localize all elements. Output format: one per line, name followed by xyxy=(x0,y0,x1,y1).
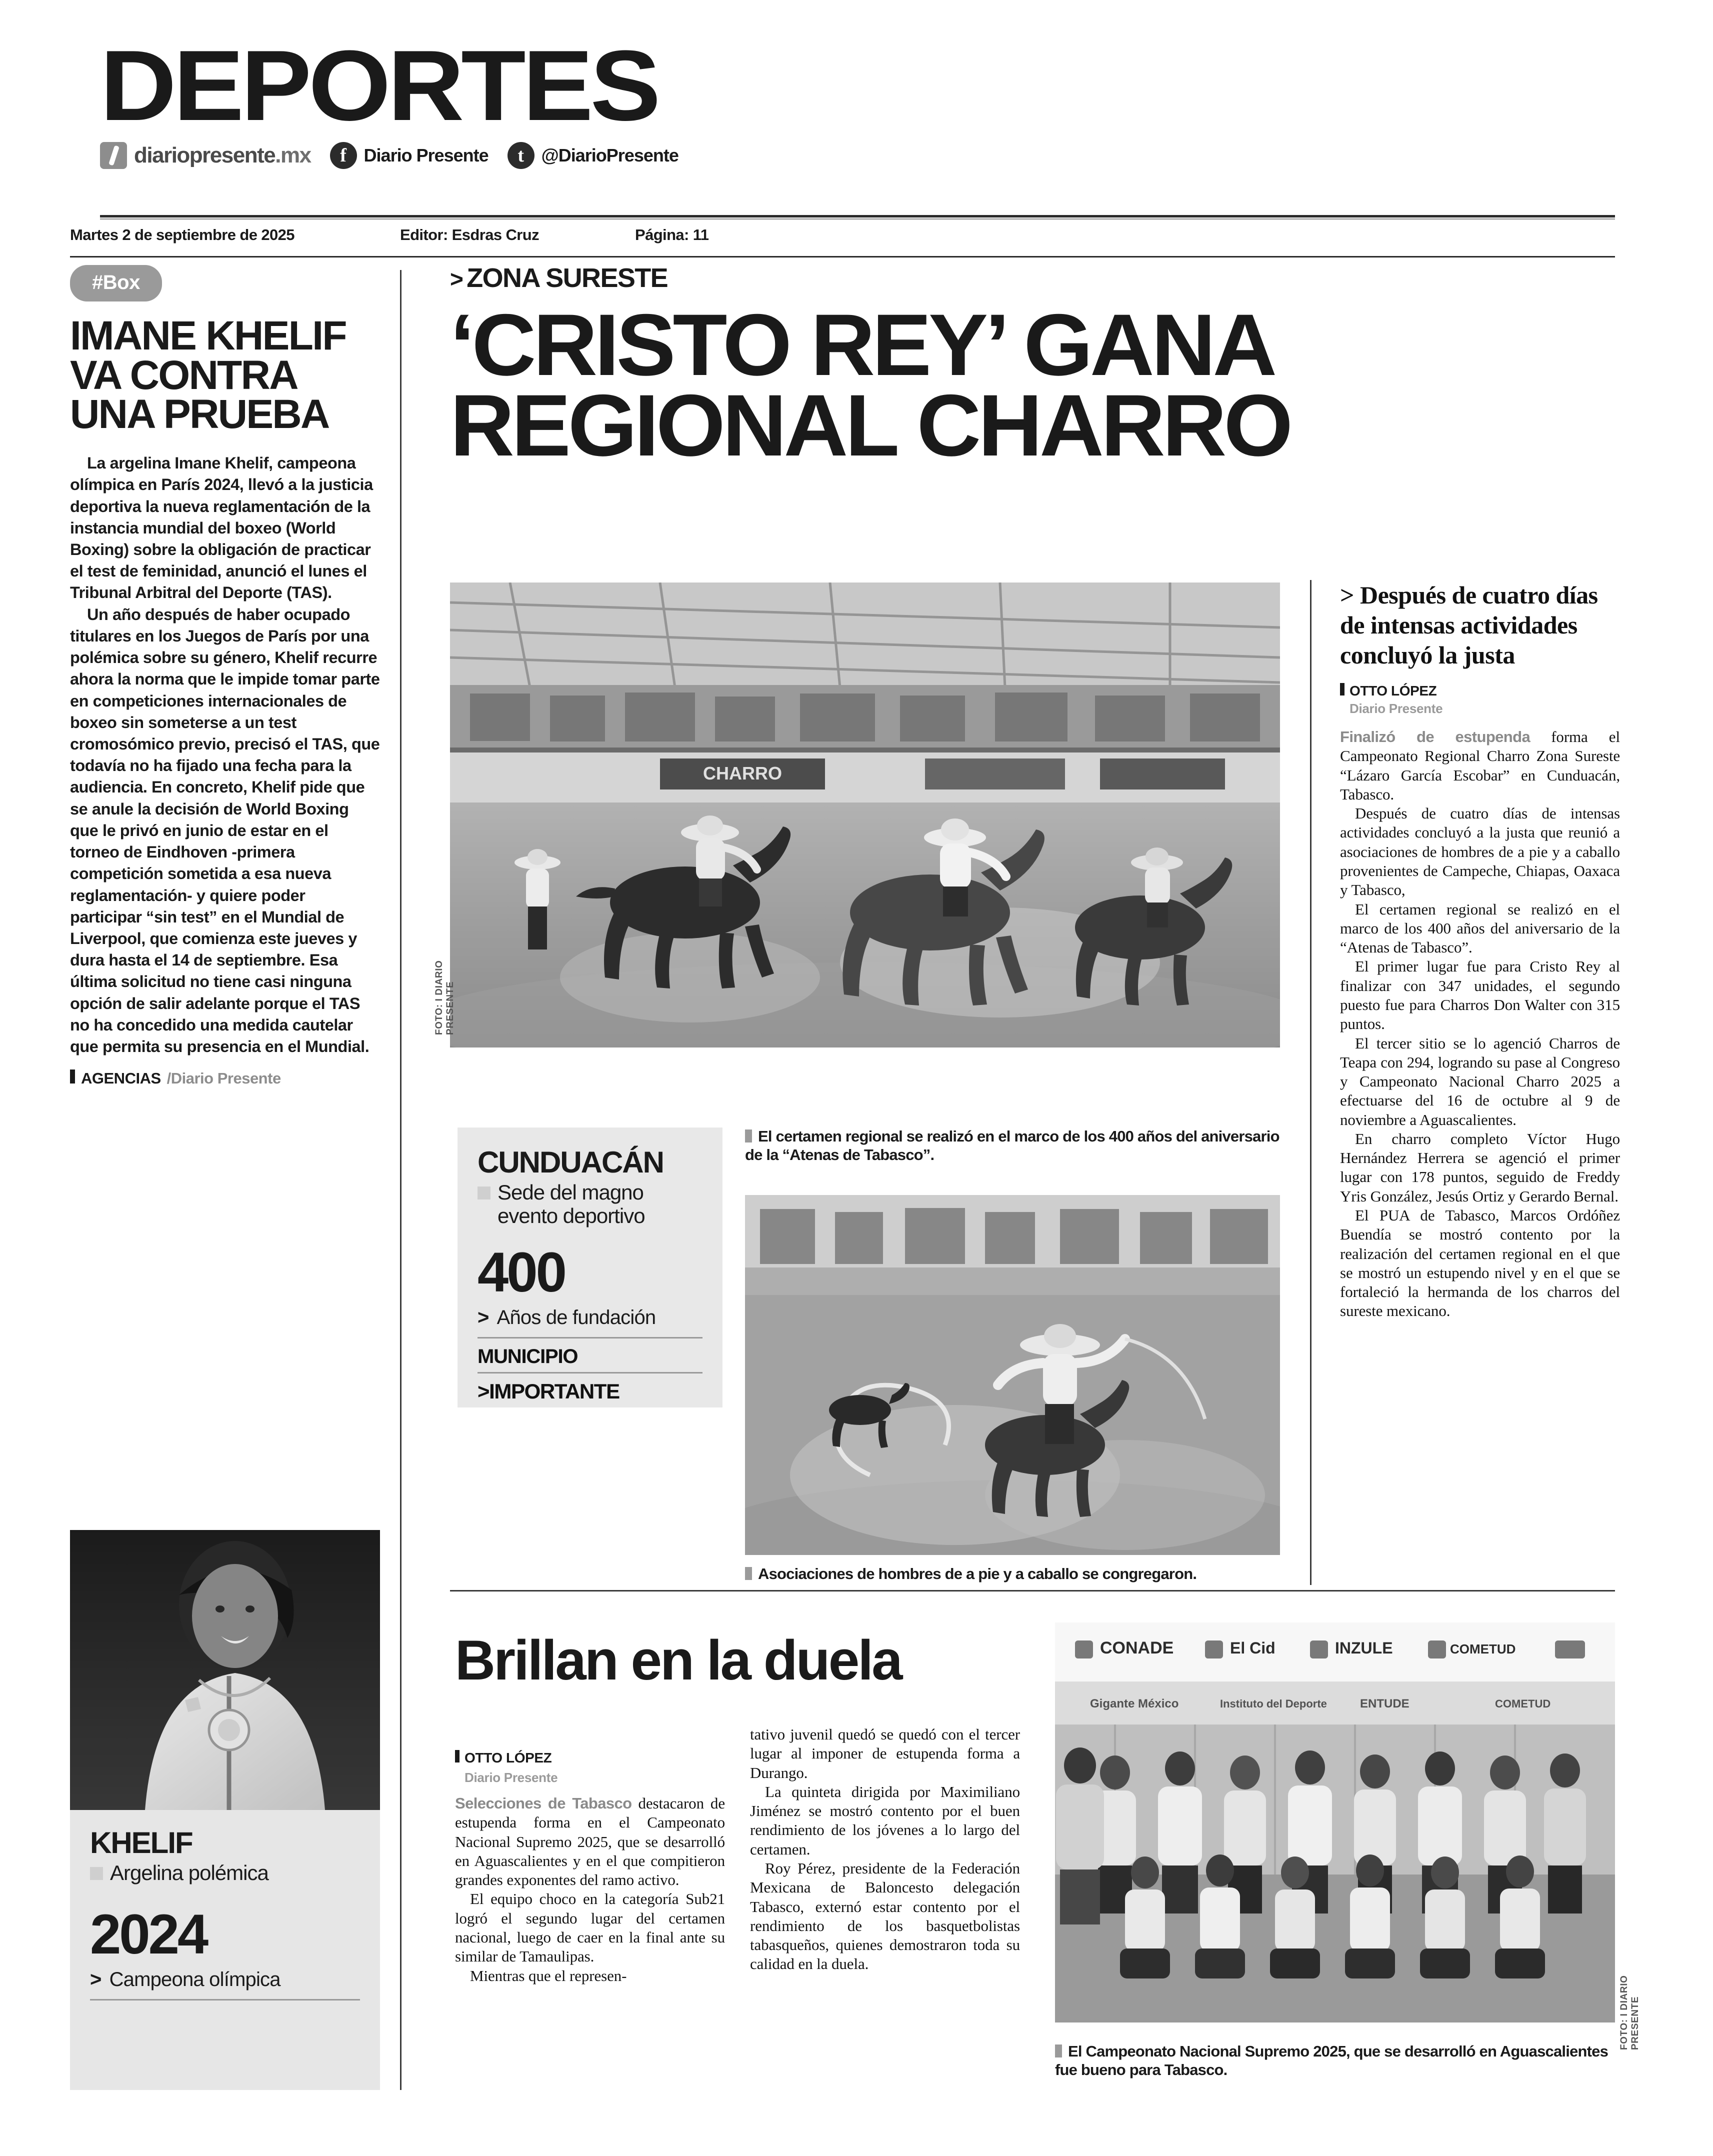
bottom-column-b xyxy=(750,1725,1020,1974)
main-paragraph-6: En charro completo Víctor Hugo Hernández Herrera se agenció el primer lugar con 178 puntos, seguido de Freddy Yris González, Jesús Ortiz y Gerardo Bernal. xyxy=(1340,1130,1620,1205)
svg-text:Gigante México: Gigante México xyxy=(1090,1697,1179,1710)
bottom-headline: Brillan en la duela xyxy=(455,1629,902,1692)
bottom-byline xyxy=(455,1750,552,1766)
masthead-rule-thin xyxy=(100,218,1615,220)
bottom-b-paragraph-1: tativo juvenil quedó se quedó con el tercer lugar al imponer de estupenda forma a Durango. xyxy=(750,1726,1020,1782)
charreria-photo-illustration xyxy=(450,582,1280,1048)
sidebar-infobox-subtitle: Argelina polémica xyxy=(110,1861,268,1884)
chevron-right-icon: > xyxy=(478,1306,489,1329)
sidebar-article xyxy=(70,265,380,1088)
charro-rope-photo-illustration xyxy=(745,1195,1280,1555)
chevron-right-icon: > xyxy=(478,1380,490,1404)
chevron-right-icon: > xyxy=(450,266,463,292)
sidebar-headline: IMANE KHELIF VA CONTRA UNA PRUEBA xyxy=(70,313,346,438)
photo1-credit: FOTO: I DIARIO PRESENTE xyxy=(434,960,456,1035)
sidebar-infobox-caption-row xyxy=(90,1968,360,1991)
main-deck-text: Después de cuatro días de intensas actividades concluyó la justa xyxy=(1340,581,1598,669)
cunduacan-caption-row xyxy=(478,1306,702,1329)
cunduacan-title: CUNDUACÁN xyxy=(478,1146,664,1179)
sidebar-byline-source: /Diario Presente xyxy=(166,1070,281,1088)
photo3-caption: El Campeonato Nacional Supremo 2025, que se desarrolló en Aguascalientes fue bueno para Tabasco. xyxy=(1055,2042,1608,2078)
photo2-caption-wrap xyxy=(745,1565,1280,1584)
sidebar-paragraph: Un año después de haber ocupado titulares en los Juegos de París por una polémica sobre su género, Khelif recurre ahora la norma que le impide tomar parte en competiciones internacionales de boxeo sin someterse a un test cromosómico previo, precisó el TAS, que todavía no ha fijado una fecha para la audiencia. En concreto, Khelif pide que se anule la decisión de World Boxing que le privó en junio de estar en el torneo de Eindhoven -primera competición sometida a esa nueva reglamentación- y quiere poder participar “sin test” en el Mundial de Liverpool, que comienza este jueves y dura hasta el 14 de septiembre. Esa última solicitud no tiene casi ninguna opción de salir adelante porque el TAS no ha concedido una medida cautelar que permita su presencia en el Mundial. xyxy=(70,605,380,1056)
twitter-icon: t xyxy=(508,142,534,169)
sidebar-infobox xyxy=(70,1810,380,2090)
chevron-right-icon: > xyxy=(1340,581,1354,609)
bottom-column-a xyxy=(455,1794,725,1986)
sidebar-infobox-caption: Campeona olímpica xyxy=(109,1968,280,1991)
main-byline-author: OTTO LÓPEZ xyxy=(1350,683,1437,698)
main-headline xyxy=(450,296,1638,474)
dateline xyxy=(70,226,1615,251)
main-paragraph-1-rest: forma el Campeonato Regional Charro Zona Sureste “Lázaro García Escobar” en Cunduacán, Tabasco. xyxy=(1340,728,1620,803)
bottom-body-lead: Selecciones de Tabasco xyxy=(455,1794,632,1812)
main-byline xyxy=(1340,683,1620,699)
svg-text:Instituto del Deporte: Instituto del Deporte xyxy=(1220,1698,1327,1710)
page-number: Página: 11 xyxy=(635,226,709,244)
main-deck xyxy=(1340,580,1620,670)
diario-presente-logo-icon xyxy=(100,142,127,169)
photo3-caption-wrap xyxy=(1055,2042,1615,2079)
svg-text:COMETUD: COMETUD xyxy=(1450,1642,1516,1656)
infobox-divider-2 xyxy=(478,1372,702,1374)
cunduacan-tagline-row xyxy=(478,1380,702,1404)
caption-bar-icon xyxy=(745,1567,752,1580)
basketball-team-photo xyxy=(1055,1622,1615,2022)
bottom-a-paragraph-2: El equipo choco en la categoría Sub21 logró el segundo lugar del certamen nacional, luego de caer en la final ante su similar de Tamaulipas. xyxy=(455,1890,725,1966)
column-divider-left xyxy=(400,270,402,2090)
sidebar-infobox-number: 2024 xyxy=(90,1903,207,1966)
publication-date: Martes 2 de septiembre de 2025 xyxy=(70,226,294,244)
sidebar-byline-author: AGENCIAS xyxy=(81,1070,161,1088)
svg-text:CHARRO: CHARRO xyxy=(703,763,782,784)
main-paragraph-7: El PUA de Tabasco, Marcos Ordóñez Buendía se mostró contento por la realización del certamen regional en el que se mostró un estupendo nivel y en el que se fortaleció la hermanda de los charros del sureste mexicano. xyxy=(1340,1206,1620,1320)
khelif-photo-illustration xyxy=(70,1530,380,1810)
facebook-link[interactable] xyxy=(330,142,488,169)
photo3-credit: FOTO: I DIARIO PRESENTE xyxy=(1619,1975,1640,2050)
caption-bar-icon xyxy=(1055,2044,1062,2058)
cunduacan-tagline: IMPORTANTE xyxy=(489,1380,620,1404)
main-headline-line1: ‘CRISTO REY’ GANA xyxy=(450,296,1274,394)
infobox-divider xyxy=(90,1999,360,2000)
byline-bar-icon xyxy=(1340,683,1344,696)
svg-text:CONADE: CONADE xyxy=(1100,1638,1174,1658)
facebook-label: Diario Presente xyxy=(364,145,488,166)
main-paragraph-2: Después de cuatro días de intensas actividades concluyó a la justa que reunió a asociaciones de hombres de a pie y a caballo provenientes de Campeche, Chiapas, Oaxaca y Tabasco, xyxy=(1340,804,1620,899)
square-marker-icon xyxy=(478,1186,490,1200)
bottom-b-paragraph-3: Roy Pérez, presidente de la Federación Mexicana de Baloncesto delegación Tabasco, externó estar contento por el rendimiento de los basquetbolistas tabasqueños, quienes demostraron toda su calidad en la duela. xyxy=(750,1859,1020,1973)
main-body xyxy=(1340,728,1620,1321)
sidebar-infobox-subtitle-row xyxy=(90,1861,360,1884)
infobox-divider xyxy=(478,1337,702,1338)
sidebar-photo xyxy=(70,1530,380,1810)
sidebar-infobox-title: KHELIF xyxy=(90,1826,192,1860)
website-link[interactable] xyxy=(100,142,311,169)
charreria-photo xyxy=(450,582,1280,1048)
main-paragraph-3: El certamen regional se realizó en el marco de los 400 años del aniversario de la “Atenas de Tabasco”. xyxy=(1340,900,1620,956)
byline-bar-icon xyxy=(455,1750,460,1762)
topic-tag[interactable]: #Box xyxy=(70,265,162,302)
social-row xyxy=(100,140,1615,171)
square-marker-icon xyxy=(90,1867,103,1880)
facebook-icon: f xyxy=(330,142,357,169)
svg-text:ENTUDE: ENTUDE xyxy=(1360,1697,1410,1710)
bottom-a-paragraph-3: Mientras que el represen- xyxy=(470,1966,627,1984)
section-title: DEPORTES xyxy=(100,30,658,142)
photo1-caption: El certamen regional se realizó en el marco de los 400 años del aniversario de la “Atenas de Tabasco”. xyxy=(745,1128,1280,1164)
byline-bar-icon xyxy=(70,1070,75,1084)
section-divider xyxy=(450,1590,1615,1592)
sidebar-body xyxy=(70,452,380,1058)
bottom-b-paragraph-2: La quinteta dirigida por Maximiliano Jiménez se mostró contento por el buen rendimiento de los jóvenes a lo largo del certamen. xyxy=(750,1782,1020,1858)
svg-text:COMETUD: COMETUD xyxy=(1495,1698,1551,1710)
main-byline-source: Diario Presente xyxy=(1350,701,1443,716)
column-divider-right xyxy=(1310,580,1312,1585)
bottom-byline-author: OTTO LÓPEZ xyxy=(464,1750,552,1766)
cunduacan-subtitle-row xyxy=(478,1180,702,1228)
main-kicker xyxy=(450,262,668,294)
main-headline-line2: REGIONAL CHARRO xyxy=(450,377,1290,474)
bottom-a-paragraph-1 xyxy=(455,1794,725,1890)
twitter-link[interactable] xyxy=(508,142,678,169)
chevron-right-icon: > xyxy=(90,1968,102,1991)
cunduacan-infobox xyxy=(458,1128,722,1408)
photo2-caption: Asociaciones de hombres de a pie y a caballo se congregaron. xyxy=(758,1565,1197,1582)
sidebar-paragraph: La argelina Imane Khelif, campeona olímpica en París 2024, llevó a la justicia deportiva la nueva reglamentación de la instancia mundial del boxeo (World Boxing) sobre la obligación de practicar el test de feminidad, anunció el lunes el Tribunal Arbitral del Deporte (TAS). xyxy=(70,454,373,602)
svg-text:INZULE: INZULE xyxy=(1335,1639,1393,1657)
caption-bar-icon xyxy=(745,1130,752,1142)
cunduacan-number: 400 xyxy=(478,1241,565,1304)
svg-text:El Cid: El Cid xyxy=(1230,1639,1276,1657)
main-paragraph-4: El primer lugar fue para Cristo Rey al finalizar con 347 unidades, el segundo puesto fue para Charros Don Walter con 315 puntos. xyxy=(1340,958,1620,1033)
main-kicker-label: ZONA SURESTE xyxy=(466,263,668,293)
cunduacan-label: MUNICIPIO xyxy=(478,1346,578,1368)
bottom-byline-source: Diario Presente xyxy=(464,1770,558,1785)
dateline-rule xyxy=(70,256,1615,258)
bottom-a-paragraph-1-rest: destacaron de estupenda forma en el Campeonato Nacional Supremo 2025, que se desarrolló en Aguascalientes y en el que compitieron grandes exponentes del ramo activo. xyxy=(455,1794,725,1889)
cunduacan-subtitle: Sede del magno evento deportivo xyxy=(498,1180,645,1228)
twitter-label: @DiarioPresente xyxy=(541,145,678,166)
masthead xyxy=(100,30,1615,171)
editor-name: Editor: Esdras Cruz xyxy=(400,226,539,244)
charro-rope-photo xyxy=(745,1195,1280,1555)
basketball-team-photo-illustration xyxy=(1055,1622,1615,2022)
photo1-caption-wrap xyxy=(745,1128,1280,1164)
main-article-column xyxy=(1340,580,1620,1321)
website-label: diariopresente.mx xyxy=(134,143,311,168)
sidebar-byline xyxy=(70,1070,380,1088)
cunduacan-caption: Años de fundación xyxy=(496,1306,656,1329)
main-body-lead: Finalizó de estupenda xyxy=(1340,728,1530,746)
main-paragraph-1 xyxy=(1340,728,1620,804)
masthead-rule xyxy=(100,215,1615,218)
main-paragraph-5: El tercer sitio se lo agenció Charros de Teapa con 294, logrando su pase al Congreso y Campeonato Nacional Charro 2025 a efectuarse del 16 de octubre al 9 de noviembre a Aguascalientes. xyxy=(1340,1034,1620,1128)
